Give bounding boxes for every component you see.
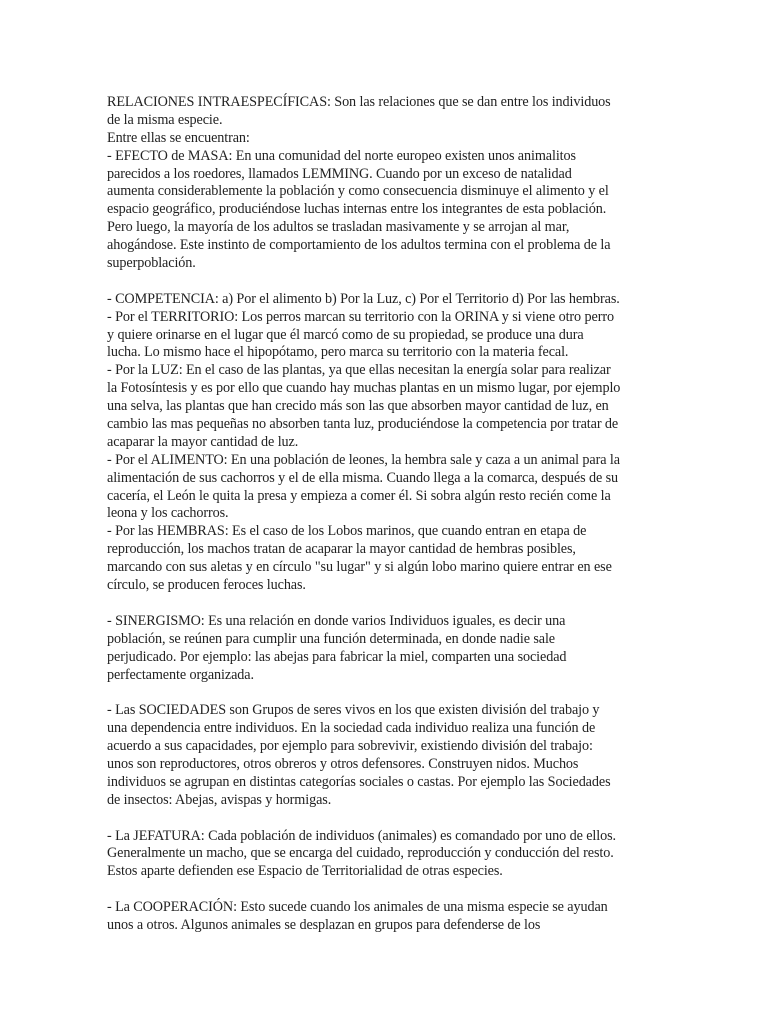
text-line: de la misma especie.	[107, 111, 223, 128]
text-line: RELACIONES INTRAESPECÍFICAS: Son las relaciones que se dan entre los individuos	[107, 94, 611, 110]
paragraph	[107, 702, 667, 809]
paragraph	[107, 899, 667, 935]
text-line: Estos aparte defienden ese Espacio de Territorialidad de otras especies.	[107, 863, 503, 880]
text-line: una selva, las plantas que han crecido más son las que absorben mayor cantidad de luz, en	[107, 398, 609, 415]
text-line: - La JEFATURA: Cada población de individuos (animales) es comandado por uno de ellos.	[107, 827, 616, 844]
paragraph-gap	[107, 273, 667, 291]
text-line: lucha. Lo mismo hace el hipopótamo, pero marca su territorio con la materia fecal.	[107, 344, 569, 361]
paragraph	[107, 291, 667, 595]
text-line: - Por las HEMBRAS: Es el caso de los Lobos marinos, que cuando entran en etapa de	[107, 523, 587, 540]
text-line: perjudicado. Por ejemplo: las abejas para fabricar la miel, comparten una sociedad	[107, 648, 567, 665]
text-line: unos son reproductores, otros obreros y otros defensores. Construyen nidos. Muchos	[107, 755, 579, 772]
text-line: acuerdo a sus capacidades, por ejemplo para sobrevivir, existiendo división del trabajo:	[107, 738, 593, 755]
text-line: - COMPETENCIA: a) Por el alimento b) Por la Luz, c) Por el Territorio d) Por las hembras.	[107, 290, 620, 307]
text-line: ahogándose. Este instinto de comportamiento de los adultos termina con el problema de la	[107, 237, 611, 254]
text-line: una dependencia entre individuos. En la sociedad cada individuo realiza una función de	[107, 720, 596, 737]
paragraph	[107, 828, 667, 882]
text-line: - La COOPERACIÓN: Esto sucede cuando los animales de una misma especie se ayudan	[107, 899, 608, 916]
text-line: la Fotosíntesis y es por ello que cuando hay muchas plantas en un mismo lugar, por ejemplo	[107, 380, 621, 397]
text-line: Entre ellas se encuentran:	[107, 129, 250, 146]
text-line: - Por la LUZ: En el caso de las plantas, ya que ellas necesitan la energía solar para realizar	[107, 362, 611, 379]
text-line: superpoblación.	[107, 255, 196, 272]
text-line: individuos se agrupan en distintas categorías sociales o castas. Por ejemplo las Sociedades	[107, 773, 611, 790]
text-line: reproducción, los machos tratan de acaparar la mayor cantidad de hembras posibles,	[107, 541, 576, 558]
text-line: leona y los cachorros.	[107, 505, 229, 522]
text-line: alimentación de sus cachorros y el de ella misma. Cuando llega a la comarca, después de su	[107, 469, 619, 486]
paragraph-gap	[107, 595, 667, 613]
document-page	[107, 94, 667, 935]
text-line: de insectos: Abejas, avispas y hormigas.	[107, 791, 332, 808]
text-line: - SINERGISMO: Es una relación en donde varios Individuos iguales, es decir una	[107, 612, 566, 629]
paragraph-gap	[107, 810, 667, 828]
text-line: aumenta considerablemente la población y como consecuencia disminuye el alimento y el	[107, 183, 609, 200]
text-line: perfectamente organizada.	[107, 666, 254, 683]
text-line: cambio las mas pequeñas no absorben tanta luz, produciéndose la competencia por tratar de	[107, 416, 619, 433]
text-line: - EFECTO de MASA: En una comunidad del norte europeo existen unos animalitos	[107, 147, 576, 164]
text-line: espacio geográfico, produciéndose luchas internas entre los integrantes de esta población.	[107, 201, 607, 218]
text-line: población, se reúnen para cumplir una función determinada, en donde nadie sale	[107, 630, 555, 647]
paragraph-gap	[107, 684, 667, 702]
text-line: - Por el ALIMENTO: En una población de leones, la hembra sale y caza a un animal para la	[107, 451, 620, 468]
text-line: marcando con sus aletas y en círculo "su lugar" y si algún lobo marino quiere entrar en ese	[107, 559, 612, 576]
text-line: Generalmente un macho, que se encarga del cuidado, reproducción y conducción del resto.	[107, 845, 614, 862]
paragraph	[107, 613, 667, 685]
text-line: círculo, se producen feroces luchas.	[107, 577, 306, 594]
text-line: Pero luego, la mayoría de los adultos se trasladan masivamente y se arrojan al mar,	[107, 219, 570, 236]
text-line: cacería, el León le quita la presa y empieza a comer él. Si sobra algún resto recién come la	[107, 487, 611, 504]
text-line: parecidos a los roedores, llamados LEMMING. Cuando por un exceso de natalidad	[107, 165, 572, 182]
text-line: - Las SOCIEDADES son Grupos de seres vivos en los que existen división del trabajo y	[107, 702, 600, 719]
text-line: - Por el TERRITORIO: Los perros marcan su territorio con la ORINA y si viene otro perro	[107, 308, 614, 325]
paragraph-gap	[107, 881, 667, 899]
text-line: acaparar la mayor cantidad de luz.	[107, 433, 299, 450]
paragraph	[107, 94, 667, 273]
text-line: y quiere orinarse en el lugar que él marcó como de su propiedad, se produce una dura	[107, 326, 584, 343]
text-line: unos a otros. Algunos animales se desplazan en grupos para defenderse de los	[107, 916, 541, 933]
